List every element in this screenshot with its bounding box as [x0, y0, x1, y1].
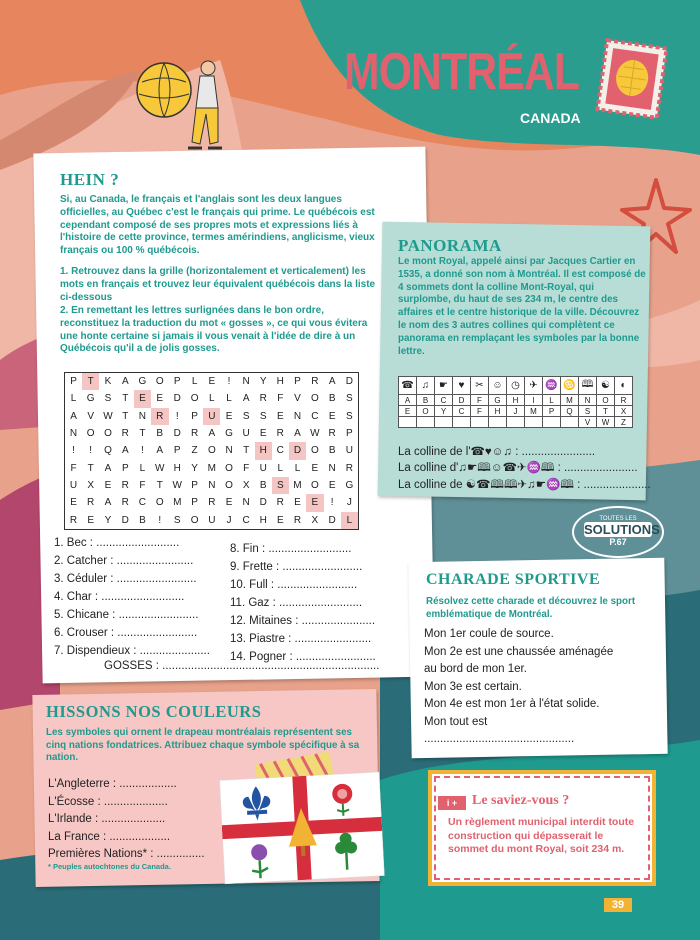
cipher-letter: F	[471, 406, 489, 417]
grid-cell[interactable]: V	[87, 410, 94, 422]
grid-cell[interactable]: L	[341, 512, 358, 529]
word-list-item: 14. Pogner : .........................	[230, 651, 376, 663]
nation-item: L'Angleterre : ..................	[48, 778, 177, 790]
cipher-symbol: ◐	[615, 377, 633, 395]
grid-cell[interactable]: O	[155, 497, 164, 509]
nation-item: L'Écosse : ....................	[48, 795, 168, 808]
grid-cell[interactable]: D	[259, 497, 267, 509]
solutions-badge[interactable]: TOUTES LES SOLUTIONS P.67	[572, 506, 664, 558]
charade-lines	[424, 626, 660, 749]
grid-cell[interactable]: F	[70, 462, 77, 474]
grid-cell[interactable]: D	[328, 514, 336, 526]
grid-cell[interactable]: U	[69, 480, 78, 492]
grid-cell[interactable]: E	[276, 514, 284, 526]
cipher-letter: F	[471, 395, 489, 406]
grid-cell[interactable]: N	[293, 410, 302, 422]
cipher-letter: G	[489, 395, 507, 406]
grid-cell[interactable]: E	[87, 514, 94, 526]
grid-cell[interactable]: L	[191, 376, 198, 388]
hein-title: HEIN ?	[60, 170, 120, 189]
grid-cell[interactable]: T	[82, 373, 99, 390]
grid-cell[interactable]: O	[155, 376, 164, 388]
grid-cell[interactable]: C	[276, 445, 284, 457]
grid-cell[interactable]: U	[242, 428, 250, 440]
grid-cell[interactable]: O	[225, 480, 233, 492]
grid-cell[interactable]: W	[310, 428, 320, 440]
cipher-letter: B	[417, 395, 435, 406]
cipher-letter: O	[417, 406, 435, 417]
grid-cell[interactable]: D	[173, 428, 181, 440]
grid-cell[interactable]: M	[293, 480, 302, 492]
grid-cell[interactable]: P	[191, 480, 198, 492]
cipher-letter: M	[561, 395, 579, 406]
grid-row	[65, 477, 358, 494]
grid-cell[interactable]: O	[310, 480, 319, 492]
cipher-letter: I	[525, 395, 543, 406]
grid-cell[interactable]: B	[328, 393, 336, 405]
grid-cell[interactable]: H	[255, 442, 272, 459]
grid-cell[interactable]: N	[242, 497, 250, 509]
grid-cell[interactable]: S	[104, 393, 112, 405]
charade-line: au bord de mon 1er.	[424, 663, 527, 675]
charade-title: CHARADE SPORTIVE	[426, 571, 601, 588]
word-list-item: 2. Catcher : ........................	[54, 555, 194, 567]
grid-cell[interactable]: H	[173, 462, 181, 474]
grid-cell[interactable]: A	[242, 393, 250, 405]
grid-cell[interactable]: R	[328, 428, 336, 440]
grid-cell[interactable]: S	[259, 410, 267, 422]
word-list-item: 7. Dispendieux : ......................	[54, 645, 210, 657]
grid-cell[interactable]: T	[243, 445, 250, 457]
grid-cell[interactable]: S	[346, 393, 353, 405]
grid-cell[interactable]: H	[259, 514, 267, 526]
grid-cell[interactable]: N	[225, 445, 233, 457]
grid-cell[interactable]: X	[87, 480, 94, 492]
grid-cell[interactable]: F	[277, 393, 284, 405]
saviez-vous-text: Un règlement municipal interdit toute construction qui dépasserait le sommet du mont Royal, soit 234 m.	[448, 816, 635, 855]
grid-cell[interactable]: O	[207, 445, 216, 457]
grid-cell[interactable]: A	[121, 376, 129, 388]
grid-cell[interactable]: E	[311, 462, 319, 474]
grid-cell[interactable]: A	[328, 376, 336, 388]
grid-cell[interactable]: !	[158, 514, 162, 526]
cipher-letter: X	[615, 406, 633, 417]
cipher-letter	[561, 417, 579, 428]
grid-cell[interactable]: E	[156, 393, 164, 405]
grid-row	[65, 494, 358, 511]
grid-cell[interactable]: W	[172, 480, 182, 492]
word-list-item: 6. Crouser : .........................	[54, 627, 198, 639]
grid-cell[interactable]: A	[208, 428, 216, 440]
grid-cell[interactable]: R	[190, 428, 199, 440]
grid-cell[interactable]: R	[121, 497, 129, 509]
grid-cell[interactable]: T	[139, 428, 146, 440]
grid-cell[interactable]: O	[86, 428, 95, 440]
cipher-letter	[507, 417, 525, 428]
grid-cell[interactable]: E	[276, 410, 284, 422]
word-list-item: 11. Gaz : ..........................	[230, 597, 363, 609]
couleurs-instruction: Les symboles qui ornent le drapeau montréalais représentent ses cinq nations fondatrices. Attribuez chaque symbole spécifique à sa nation.	[46, 727, 360, 763]
grid-cell[interactable]: U	[203, 408, 220, 425]
grid-row	[65, 442, 358, 459]
grid-cell[interactable]: S	[242, 410, 250, 422]
word-list-item: 8. Fin : ..........................	[230, 543, 352, 555]
cipher-letter	[453, 417, 471, 428]
cipher-row	[399, 377, 633, 395]
grid-cell[interactable]: D	[173, 393, 181, 405]
grid-row	[65, 512, 358, 529]
grid-cell[interactable]: Y	[191, 462, 198, 474]
grid-cell[interactable]: R	[276, 497, 284, 509]
grid-cell[interactable]: J	[226, 514, 232, 526]
cipher-letter	[435, 417, 453, 428]
grid-cell[interactable]: M	[207, 462, 216, 474]
cipher-letter: O	[597, 395, 615, 406]
grid-cell[interactable]: D	[345, 376, 353, 388]
cipher-letter	[489, 417, 507, 428]
grid-cell[interactable]: M	[173, 497, 182, 509]
grid-row	[65, 408, 358, 425]
grid-row	[65, 390, 358, 407]
grid-cell[interactable]: J	[346, 497, 352, 509]
charade-line: Mon 3e est certain.	[424, 680, 522, 693]
word-list-item: 12. Mitaines : .......................	[230, 615, 376, 627]
grid-cell[interactable]: Z	[191, 445, 198, 457]
word-list-left	[54, 534, 234, 660]
cipher-symbol: ☎	[399, 377, 417, 395]
cipher-symbol: ☛	[435, 377, 453, 395]
grid-cell[interactable]: R	[121, 480, 129, 492]
grid-cell[interactable]: P	[70, 376, 77, 388]
grid-cell[interactable]: H	[276, 376, 284, 388]
charade-line: Mon 1er coule de source.	[424, 628, 554, 640]
grid-cell[interactable]: L	[209, 393, 215, 405]
cipher-row	[399, 417, 633, 428]
grid-cell[interactable]: L	[277, 462, 284, 474]
word-list-item: 3. Céduler : .........................	[54, 573, 197, 585]
cipher-letter	[471, 417, 489, 428]
word-list-item: 10. Full : .........................	[230, 579, 358, 591]
grid-cell[interactable]: R	[276, 428, 284, 440]
nation-item: La France : ...................	[48, 830, 171, 843]
colline-2: La colline d'♫☛🕮☺☎✈♒🕮 : .......................	[398, 462, 638, 474]
grid-cell[interactable]: E	[70, 497, 77, 509]
grid-cell[interactable]: F	[139, 480, 146, 492]
cipher-row	[399, 406, 633, 417]
grid-cell[interactable]: X	[242, 480, 250, 492]
grid-cell[interactable]: G	[86, 393, 95, 405]
grid-cell[interactable]: X	[311, 514, 319, 526]
grid-cell[interactable]: E	[259, 428, 267, 440]
grid-cell[interactable]: C	[311, 410, 319, 422]
cipher-letter: J	[507, 406, 525, 417]
word-search-grid	[64, 372, 359, 530]
stamp-icon	[595, 38, 669, 120]
saviez-vous-title: Le saviez-vous ?	[472, 793, 570, 808]
grid-cell[interactable]: N	[328, 462, 336, 474]
grid-cell[interactable]: U	[259, 462, 267, 474]
cipher-row	[399, 395, 633, 406]
panorama-title: PANORAMA	[398, 236, 502, 255]
grid-cell[interactable]: R	[345, 462, 353, 474]
grid-cell[interactable]: G	[345, 480, 354, 492]
grid-cell[interactable]: U	[208, 514, 216, 526]
grid-cell[interactable]: P	[346, 428, 353, 440]
grid-cell[interactable]: T	[122, 393, 129, 405]
traveler-illustration	[134, 52, 234, 160]
info-icon: i +	[438, 796, 466, 810]
cipher-symbol: ☺	[489, 377, 507, 395]
grid-cell[interactable]: P	[173, 445, 181, 457]
grid-cell[interactable]: !	[227, 376, 231, 388]
grid-cell[interactable]: A	[104, 497, 112, 509]
colline-1: La colline de l'☎♥☺♫ : .......................	[398, 446, 596, 458]
cipher-letter: D	[453, 395, 471, 406]
grid-cell[interactable]: O	[104, 428, 112, 440]
grid-cell[interactable]: N	[242, 376, 250, 388]
charade-line: ...............................................	[424, 733, 575, 745]
cipher-letter: W	[597, 417, 615, 428]
cipher-symbol: ♫	[417, 377, 435, 395]
grid-cell[interactable]: N	[138, 410, 147, 422]
cipher-letter: C	[453, 406, 471, 417]
grid-cell[interactable]: C	[242, 514, 250, 526]
cipher-symbol: ☯	[597, 377, 615, 395]
grid-cell[interactable]: R	[293, 514, 302, 526]
grid-cell[interactable]: A	[70, 410, 77, 422]
grid-cell[interactable]: T	[122, 410, 129, 422]
grid-cell[interactable]: L	[294, 462, 301, 474]
grid-cell[interactable]: N	[69, 428, 78, 440]
cipher-letter	[543, 417, 561, 428]
couleurs-title: HISSONS NOS COULEURS	[46, 702, 262, 721]
grid-cell[interactable]: E	[134, 390, 151, 407]
cipher-symbol: ♋	[561, 377, 579, 395]
cipher-symbol: ♥	[453, 377, 471, 395]
cipher-letter: C	[435, 395, 453, 406]
grid-cell[interactable]: P	[121, 462, 129, 474]
word-list-item: 13. Piastre : ........................	[230, 633, 372, 645]
grid-cell[interactable]: D	[289, 442, 306, 459]
grid-cell[interactable]: Y	[259, 376, 267, 388]
nation-item: L'Irlande : ....................	[48, 813, 166, 825]
grid-cell[interactable]: G	[225, 428, 233, 440]
grid-cell[interactable]: F	[243, 462, 250, 474]
grid-cell[interactable]: G	[138, 376, 147, 388]
cipher-symbol: 🕮	[579, 377, 597, 395]
grid-cell[interactable]: S	[173, 514, 181, 526]
grid-cell[interactable]: A	[294, 428, 301, 440]
grid-cell[interactable]: P	[191, 410, 198, 422]
grid-cell[interactable]: P	[191, 497, 198, 509]
grid-cell[interactable]: O	[190, 514, 199, 526]
charade-line: Mon 2e est une chaussée aménagée	[424, 645, 614, 658]
hein-intro: Si, au Canada, le français et l'anglais sont les deux langues officielles, au Québec c'est le français qui prime. Le québécois est cependant composé de ses propres mots et expressions liés à l'histoire de cette province, termes amérindiens, anglicisme, vieux français ou 100 % québécois.	[60, 194, 375, 257]
grid-cell[interactable]: L	[70, 393, 77, 405]
cipher-letter: V	[579, 417, 597, 428]
grid-cell[interactable]: T	[87, 462, 94, 474]
word-list-right	[230, 540, 420, 666]
cipher-letter: Z	[615, 417, 633, 428]
word-list-item: 9. Frette : .........................	[230, 561, 363, 573]
word-list-item: 4. Char : ..........................	[54, 591, 185, 603]
charade-instruction: Résolvez cette charade et découvrez le sport emblématique de Montréal.	[426, 596, 636, 620]
grid-cell[interactable]: O	[225, 462, 233, 474]
grid-cell[interactable]: B	[156, 428, 164, 440]
grid-cell[interactable]: !	[330, 497, 334, 509]
grid-cell[interactable]: A	[156, 445, 164, 457]
cipher-letter: R	[615, 395, 633, 406]
word-list-item: 1. Bec : ..........................	[54, 537, 180, 549]
grid-cell[interactable]: L	[139, 462, 146, 474]
grid-row	[65, 373, 358, 390]
grid-cell[interactable]: S	[346, 410, 353, 422]
grid-cell[interactable]: V	[294, 393, 301, 405]
cipher-symbol: ♒	[543, 377, 561, 395]
grid-cell[interactable]: E	[306, 494, 324, 511]
grid-cell[interactable]: A	[121, 445, 129, 457]
grid-cell[interactable]: Y	[104, 514, 112, 526]
grid-cell[interactable]: !	[89, 445, 93, 457]
city-title: MONTRÉAL	[344, 43, 580, 101]
grid-cell[interactable]: E	[294, 497, 301, 509]
grid-cell[interactable]: N	[208, 480, 216, 492]
grid-cell[interactable]: C	[138, 497, 147, 509]
grid-row	[65, 425, 358, 442]
grid-cell[interactable]: B	[328, 445, 336, 457]
cipher-letter: T	[597, 406, 615, 417]
grid-cell[interactable]: R	[259, 393, 267, 405]
cipher-letter: N	[579, 395, 597, 406]
cipher-letter: Q	[561, 406, 579, 417]
grid-cell[interactable]: P	[173, 376, 181, 388]
grid-cell[interactable]: !	[175, 410, 179, 422]
cipher-letter: M	[525, 406, 543, 417]
cipher-letter: E	[399, 406, 417, 417]
cipher-letter: P	[543, 406, 561, 417]
grid-cell[interactable]: D	[121, 514, 129, 526]
cipher-letter	[399, 417, 417, 428]
hein-instruction-1: 1. Retrouvez dans la grille (horizontalement et verticalement) les mots en français et trouvez leur équivalent québécois dans la liste ci-dessous	[60, 266, 376, 303]
grid-cell[interactable]: B	[139, 514, 146, 526]
grid-cell[interactable]: E	[208, 376, 216, 388]
grid-cell[interactable]: S	[272, 477, 289, 494]
cipher-letter: H	[489, 406, 507, 417]
cipher-letter: A	[399, 395, 417, 406]
grid-cell[interactable]: R	[151, 408, 169, 425]
grid-cell[interactable]: P	[294, 376, 301, 388]
grid-cell[interactable]: !	[141, 445, 144, 457]
grid-cell[interactable]: L	[226, 393, 232, 405]
cipher-symbol: ◷	[507, 377, 525, 395]
grid-row	[65, 460, 358, 477]
grid-cell[interactable]: R	[87, 497, 95, 509]
cipher-letter	[417, 417, 435, 428]
grid-cell[interactable]: B	[259, 480, 267, 492]
symbol-cipher-table	[398, 376, 633, 428]
nations-list	[48, 776, 228, 864]
nations-footnote: * Peuples autochtones du Canada.	[48, 862, 171, 871]
word-list-item: 5. Chicane : .........................	[54, 609, 199, 621]
grid-cell[interactable]: W	[103, 410, 113, 422]
cipher-letter: H	[507, 395, 525, 406]
grid-cell[interactable]: U	[345, 445, 353, 457]
grid-cell[interactable]: !	[72, 445, 75, 457]
grid-cell[interactable]: E	[104, 480, 112, 492]
grid-cell[interactable]: W	[155, 462, 165, 474]
panorama-text: Le mont Royal, appelé ainsi par Jacques Cartier en 1535, a donné son nom à Montréal. Il est composé de 4 sommets dont la colline Mont-Royal, qui surplombe, du haut de ses 234 m, le centre des affaires et le centre historique de la ville. Découvrez le nom des 3 autres collines qui complètent ce panorama en remplaçant les symboles par la bonne lettre.	[398, 256, 646, 357]
grid-cell[interactable]: O	[190, 393, 199, 405]
cipher-symbol: ✂	[471, 377, 489, 395]
grid-cell[interactable]: E	[225, 497, 233, 509]
grid-cell[interactable]: O	[310, 393, 319, 405]
cipher-symbol: ✈	[525, 377, 543, 395]
cipher-letter: S	[579, 406, 597, 417]
grid-cell[interactable]: A	[104, 462, 112, 474]
grid-cell[interactable]: R	[208, 497, 216, 509]
cipher-letter: L	[543, 395, 561, 406]
grid-cell[interactable]: R	[311, 376, 319, 388]
page-number: 39	[604, 898, 632, 912]
grid-cell[interactable]: O	[310, 445, 319, 457]
cipher-letter	[525, 417, 543, 428]
colline-3: La colline de ☯☎🕮🕮✈♫☛♒🕮 : .....................	[398, 479, 651, 491]
charade-line: Mon 4e est mon 1er à l'état solide.	[424, 698, 600, 710]
grid-cell[interactable]: K	[104, 376, 112, 388]
country-subtitle: CANADA	[520, 110, 581, 126]
grid-cell[interactable]: E	[225, 410, 233, 422]
grid-cell[interactable]: T	[156, 480, 163, 492]
grid-cell[interactable]: Q	[104, 445, 112, 457]
montreal-flag	[219, 772, 384, 884]
nation-item: Premières Nations* : ...............	[48, 848, 205, 860]
cipher-letter: Y	[435, 406, 453, 417]
charade-line: Mon tout est	[424, 715, 488, 728]
hein-instruction-2: 2. En remettant les lettres surlignées dans le bon ordre, reconstituez la traduction du mot « gosses », ce qui vous évitera une honte certaine si jamais il vous venait à l'idée de dire à un Québécois qu'il a de jolis gosses.	[60, 305, 368, 355]
gosses-answer-line: GOSSES : ....................................................................	[104, 660, 380, 672]
grid-cell[interactable]: R	[121, 428, 129, 440]
grid-cell[interactable]: E	[328, 480, 336, 492]
grid-cell[interactable]: R	[69, 514, 78, 526]
grid-cell[interactable]: E	[328, 410, 336, 422]
